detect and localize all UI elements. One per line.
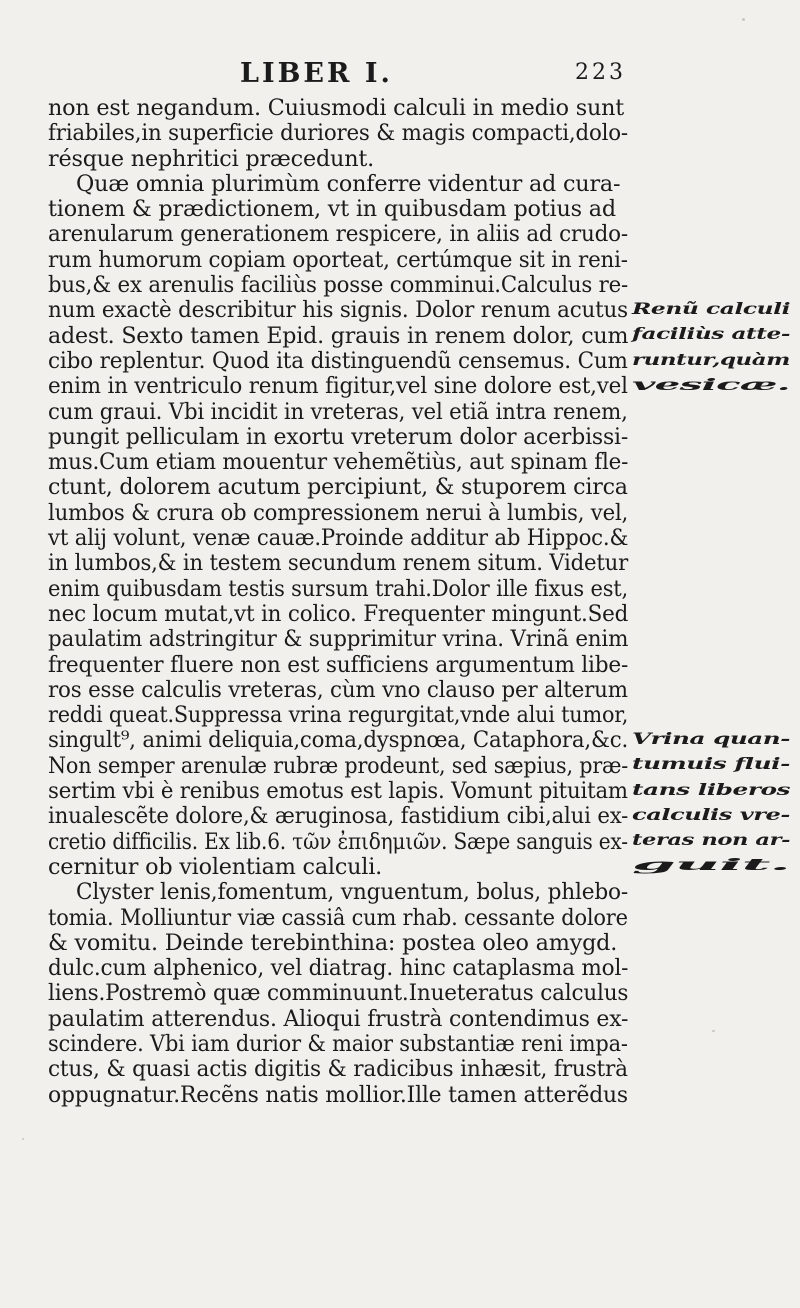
margin-note-line [632,372,792,397]
margin-note-line [632,827,792,852]
text-line [48,754,628,779]
text-line-content: vt alij volunt, venæ cauæ.Proinde additur ab Hippoc.& [48,525,629,552]
text-line-content: arenularum generationem respicere, in aliis ad crudo- [48,221,628,248]
margin-note-line [632,802,792,827]
margin-note-line-content: calculis vre- [632,804,790,824]
text-line [48,1032,628,1057]
text-line: résque nephritici præcedunt. [48,145,375,172]
text-line-content: bus,& ex arenulis faciliùs posse comminui.Calculus re- [48,272,629,299]
text-line-content: sertim vbi è renibus emotus est lapis. Vomunt pituitam [48,778,628,805]
text-line [48,526,628,551]
text-line-content: scindere. Vbi iam durior & maior substantiæ reni impa- [48,1030,628,1057]
text-line [48,779,628,804]
text-line [48,324,628,349]
text-line-content: pungit pelliculam in exortu vreterum dolor acerbissi- [48,423,629,450]
margin-note-line [632,347,792,372]
text-line [48,1057,628,1082]
margin-note-line [632,777,792,802]
text-line [48,627,628,652]
text-line: cernitur ob violentiam calculi. [48,853,383,880]
text-line: non est negandum. Cuiusmodi calculi in medio sunt [48,95,625,121]
text-line [48,400,628,425]
text-line-content: lumbos & crura ob compressionem nerui à lumbis, vel, [48,499,629,526]
text-line-content: reddi queat.Suppressa vrina regurgitat,vnde alui tumor, [48,702,629,729]
text-line-content: paulatim adstringitur & supprimitur vrina. Vrinã enim [48,626,629,653]
margin-note-line-content: Renũ calculi [632,299,790,318]
text-line [48,425,628,450]
page-header [48,52,628,92]
text-line [48,475,628,500]
text-line-content: cibo replentur. Quod ita distinguendũ censemus. Cum [48,347,628,374]
text-line-content: in lumbos,& in testem secundum renem situm. Videtur [48,550,629,577]
text-line-content: tomia. Molliuntur viæ cassiâ cum rhab. cessante dolore [48,904,628,931]
text-line-content: rum humorum copiam oporteat, certúmque sit in reni- [48,246,628,273]
margin-note-line [632,321,792,346]
margin-note-line-content: faciliùs atte- [632,324,791,344]
text-line: Quæ omnia plurimùm conferre videntur ad cura- [76,170,621,197]
text-line-content: inualescẽte dolore,& æruginosa, fastidium cibi,alui ex- [48,803,629,830]
text-line-content: cretio difficilis. Ex lib.6. τῶν ἐπιδημιῶν. Sæpe sanguis ex- [48,828,628,855]
text-line-content: ctunt, dolorem acutum percipiunt, & stuporem circa [48,474,628,501]
running-title: LIBER I. [240,58,393,89]
margin-note-line [632,852,792,877]
text-line-content: adest. Sexto tamen Epid. grauis in renem dolor, cum [48,322,629,349]
text-line [48,880,628,905]
text-line-content: enim in ventriculo renum figitur,vel sine dolore est,vel [48,373,628,400]
text-line-content: mus.Cum etiam mouentur vehemẽtiùs, aut spinam fle- [48,449,629,476]
text-line-content: singult⁹, animi deliquia,coma,dyspnœa, Cataphora,&c. [48,727,629,754]
paper-speck [22,1138,24,1140]
text-line [48,830,628,855]
text-line [48,450,628,475]
text-line [48,501,628,526]
text-line-content: frequenter fluere non est sufficiens argumentum libe- [48,651,629,678]
text-line-content: oppugnatur.Recẽns natis mollior.Ille tamen atterẽdus [48,1081,628,1108]
text-line [48,703,628,728]
text-line [48,804,628,829]
text-line [48,728,628,753]
text-line-content: ctus, & quasi actis digitis & radicibus inhæsit, frustrà [48,1056,628,1083]
margin-note-line-content: runtur,quàm [632,349,790,369]
text-line-content: num exactè describitur his signis. Dolor renum acutus [48,297,628,324]
margin-note-line [632,751,792,776]
text-line [48,906,628,931]
text-line-content: dulc.cum alphenico, vel diatrag. hinc cataplasma mol- [48,955,629,982]
text-line-content: liens.Postremò quæ comminuunt.Inueteratus calculus [48,980,629,1007]
text-line-content: nec locum mutat,vt in colico. Frequenter mingunt.Sed [48,600,629,627]
text-line [48,1007,628,1032]
text-line: & vomitu. Deinde terebinthina: postea oleo amygd. [48,929,618,956]
text-line [48,551,628,576]
text-line [48,374,628,399]
text-line [48,1083,628,1108]
text-line-content: enim quibusdam testis sursum trahi.Dolor ille fixus est, [48,575,629,602]
margin-note-line-content: Vrina quan- [632,729,790,748]
paper-speck [712,1030,715,1032]
text-line [48,222,628,247]
text-line [48,678,628,703]
text-line [48,981,628,1006]
text-line-content: friabiles,in superficie duriores & magis compacti,dolo- [48,120,628,147]
margin-note-line-content: teras non ar- [632,830,791,850]
text-line: tionem & prædictionem, vt in quibusdam potius ad [48,196,616,223]
margin-note-line-content: tans liberos [632,779,791,799]
text-line [48,349,628,374]
text-line [48,121,628,146]
text-line [48,602,628,627]
text-line [48,273,628,298]
text-line [48,248,628,273]
text-line-content: paulatim atterendus. Alioqui frustrà contendimus ex- [48,1005,629,1032]
main-text-block [48,96,628,1108]
margin-note-line [632,726,792,751]
margin-note-line-content: guit. [632,855,790,875]
page-number: 223 [575,60,626,85]
margin-note-urine [632,726,792,878]
text-line [48,577,628,602]
text-line [48,298,628,323]
margin-note-line-content: vesicæ. [632,374,790,394]
text-line-content: ros esse calculis vreteras, cùm vno clauso per alterum [48,676,628,703]
margin-note-line [632,296,792,321]
text-line [48,653,628,678]
paper-speck [742,18,745,21]
text-line [48,956,628,981]
margin-note-kidney-stones [632,296,792,397]
text-line-content: Non semper arenulæ rubræ prodeunt, sed sæpius, præ- [48,752,629,779]
text-line-content: Clyster lenis,fomentum, vnguentum, bolus, phlebo- [76,879,628,906]
margin-note-line-content: tumuis flui- [632,754,790,774]
text-line-content: cum graui. Vbi incidit in vreteras, vel etiã intra renem, [48,398,628,425]
